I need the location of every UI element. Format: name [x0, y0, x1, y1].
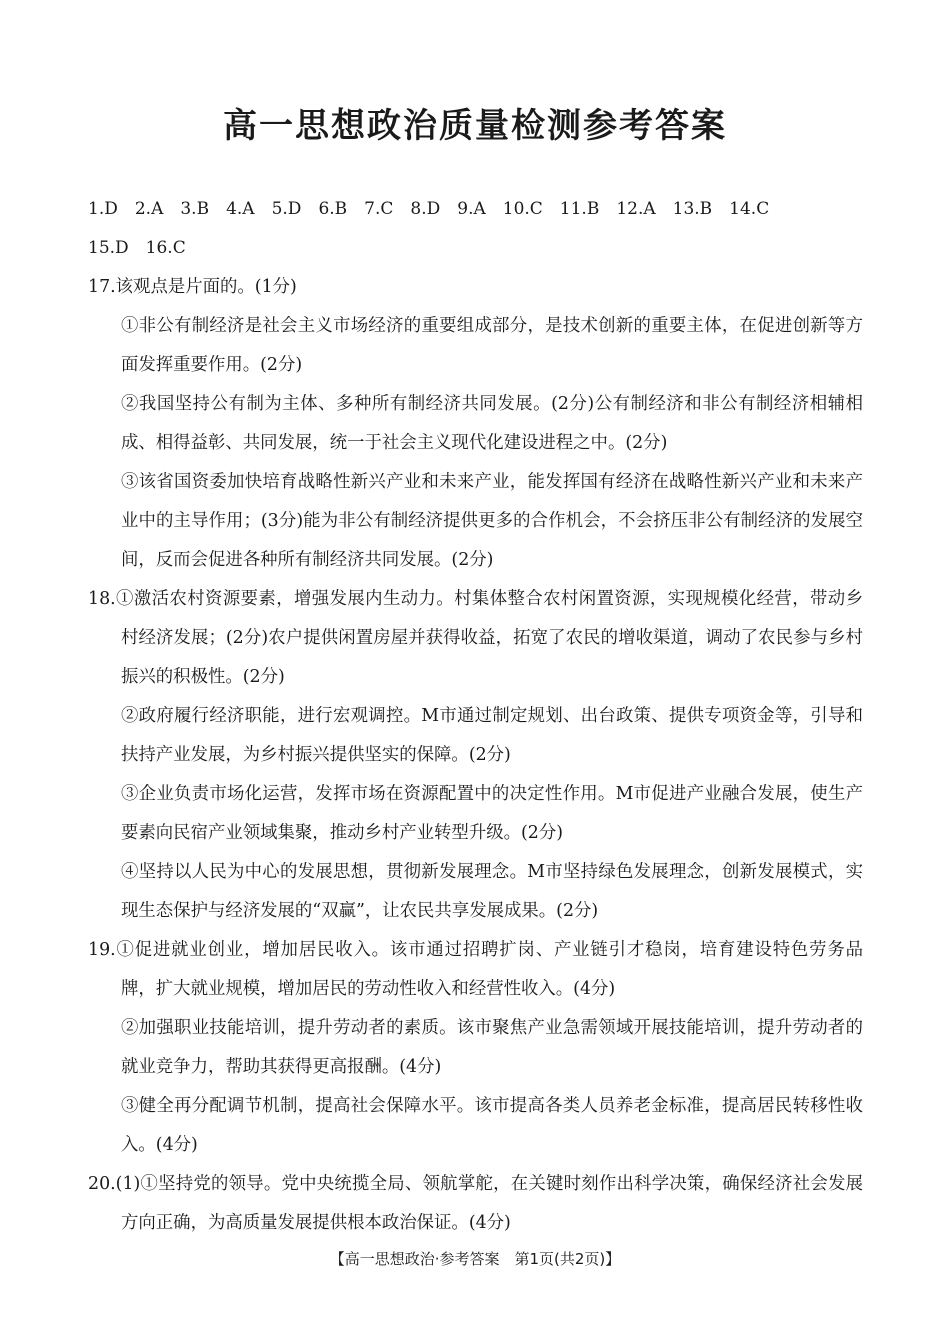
choice-answer: 12.A: [616, 199, 656, 219]
choice-answer: 8.D: [410, 199, 441, 219]
answer-body: [88, 268, 863, 1243]
question-17-point-2: ②我国坚持公有制为主体、多种所有制经济共同发展。(2分)公有制经济和非公有制经济相辅相成、相得益彰、共同发展，统一于社会主义现代化建设进程之中。(2分): [121, 394, 863, 453]
question-18-point-1: 18.①激活农村资源要素，增强发展内生动力。村集体整合农村闲置资源，实现规模化经营，带动乡村经济发展；(2分)农户提供闲置房屋并获得收益，拓宽了农民的增收渠道，调动了农民参与乡村振兴的积极性。(2分): [88, 589, 863, 687]
multiple-choice-answers: [88, 190, 878, 268]
question-17-point-3: ③该省国资委加快培育战略性新兴产业和未来产业，能发挥国有经济在战略性新兴产业和未来产业中的主导作用；(3分)能为非公有制经济提供更多的合作机会，不会挤压非公有制经济的发展空间，反而会促进各种所有制经济共同发展。(2分): [121, 472, 863, 570]
footer-text: 【高一思想政治·参考答案 第1页(共2页)】: [329, 1250, 621, 1268]
question-18-point-3: ③企业负责市场化运营，发挥市场在资源配置中的决定性作用。M市促进产业融合发展，使生产要素向民宿产业领域集聚，推动乡村产业转型升级。(2分): [121, 784, 863, 843]
choice-answer: 14.C: [729, 199, 770, 219]
choice-answer: 6.B: [318, 199, 348, 219]
choice-answer: 3.B: [180, 199, 210, 219]
page-title: 高一思想政治质量检测参考答案: [223, 106, 727, 146]
question-17-point-1: ①非公有制经济是社会主义市场经济的重要组成部分，是技术创新的重要主体，在促进创新等方面发挥重要作用。(2分): [121, 316, 863, 375]
question-20-point-1: 20.(1)①坚持党的领导。党中央统揽全局、领航掌舵，在关键时刻作出科学决策，确保经济社会发展方向正确，为高质量发展提供根本政治保证。(4分): [88, 1174, 863, 1233]
choice-answer: 5.D: [271, 199, 302, 219]
choice-answer: 15.D: [88, 238, 129, 258]
choice-answer: 7.C: [364, 199, 394, 219]
choice-answer: 1.D: [88, 199, 118, 219]
choice-answer: 10.C: [502, 199, 543, 219]
choice-answer: 4.A: [226, 199, 255, 219]
choice-answer: 11.B: [559, 199, 600, 219]
choice-answer: 16.C: [145, 238, 186, 258]
question-19-point-1: 19.①促进就业创业，增加居民收入。该市通过招聘扩岗、产业链引才稳岗，培育建设特色劳务品牌，扩大就业规模，增加居民的劳动性收入和经营性收入。(4分): [88, 940, 863, 999]
question-19-point-2: ②加强职业技能培训，提升劳动者的素质。该市聚焦产业急需领域开展技能培训，提升劳动者的就业竞争力，帮助其获得更高报酬。(4分): [121, 1018, 863, 1077]
question-17-head: 17.该观点是片面的。(1分): [88, 277, 297, 297]
choice-answer: 2.A: [134, 199, 164, 219]
choice-answer: 13.B: [672, 199, 713, 219]
question-18-point-4: ④坚持以人民为中心的发展思想，贯彻新发展理念。M市坚持绿色发展理念，创新发展模式，实现生态保护与经济发展的“双赢”，让农民共享发展成果。(2分): [121, 862, 863, 921]
question-18-point-2: ②政府履行经济职能，进行宏观调控。M市通过制定规划、出台政策、提供专项资金等，引导和扶持产业发展，为乡村振兴提供坚实的保障。(2分): [121, 706, 863, 765]
choice-answer: 9.A: [457, 199, 486, 219]
page-footer: [0, 1248, 950, 1269]
question-19-point-3: ③健全再分配调节机制，提高社会保障水平。该市提高各类人员养老金标准，提高居民转移性收入。(4分): [121, 1096, 863, 1155]
